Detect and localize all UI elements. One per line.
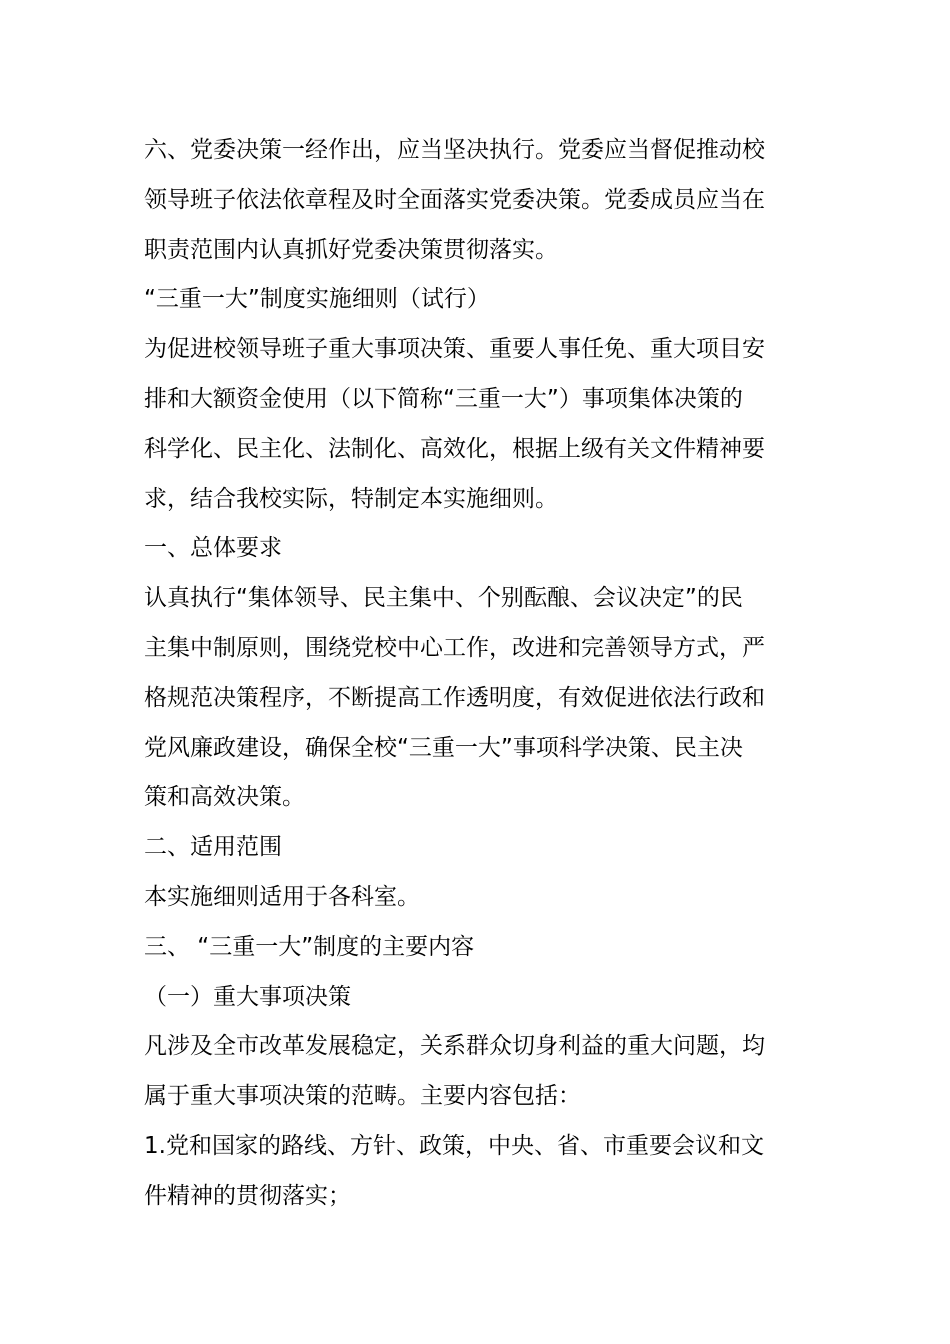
text-line: 本实施细则适用于各科室。 bbox=[144, 883, 420, 910]
section-heading-general bbox=[144, 524, 810, 574]
subsection-heading-major-decisions bbox=[144, 973, 810, 1023]
text-line: 件精神的贯彻落实； bbox=[144, 1182, 351, 1209]
text-line: “三重一大”制度实施细则（试行） bbox=[144, 286, 490, 313]
text-line: 凡涉及全市改革发展稳定，关系群众切身利益的重大问题，均 bbox=[144, 1033, 765, 1060]
paragraph-implementation bbox=[144, 126, 810, 275]
text-line: 一、总体要求 bbox=[144, 535, 282, 562]
text-line: 排和大额资金使用（以下简称“三重一大”）事项集体决策的 bbox=[144, 385, 743, 412]
paragraph-general-requirements bbox=[144, 574, 810, 823]
text-line: 为促进校领导班子重大事项决策、重要人事任免、重大项目安 bbox=[144, 336, 765, 363]
section-heading-content bbox=[144, 923, 810, 973]
text-line: 三、 “三重一大”制度的主要内容 bbox=[144, 933, 475, 960]
text-line: 1.党和国家的路线、方针、政策，中央、省、市重要会议和文 bbox=[144, 1132, 764, 1159]
document-title bbox=[144, 275, 810, 325]
list-item bbox=[144, 1122, 810, 1222]
text-line: 二、适用范围 bbox=[144, 834, 282, 861]
section-heading-scope bbox=[144, 823, 810, 873]
paragraph-preamble bbox=[144, 325, 810, 524]
text-line: 求，结合我校实际，特制定本实施细则。 bbox=[144, 485, 558, 512]
text-line: 认真执行“集体领导、民主集中、个别酝酿、会议决定”的民 bbox=[144, 585, 743, 612]
paragraph-scope bbox=[144, 873, 810, 923]
text-line: 领导班子依法依章程及时全面落实党委决策。党委成员应当在 bbox=[144, 186, 765, 213]
text-line: 职责范围内认真抓好党委决策贯彻落实。 bbox=[144, 236, 558, 263]
text-line: （一）重大事项决策 bbox=[144, 983, 351, 1010]
text-line: 策和高效决策。 bbox=[144, 784, 305, 811]
text-line: 党风廉政建设，确保全校“三重一大”事项科学决策、民主决 bbox=[144, 734, 743, 761]
text-line: 格规范决策程序，不断提高工作透明度，有效促进依法行政和 bbox=[144, 684, 765, 711]
text-line: 科学化、民主化、法制化、高效化，根据上级有关文件精神要 bbox=[144, 435, 765, 462]
text-line: 六、党委决策一经作出，应当坚决执行。党委应当督促推动校 bbox=[144, 137, 765, 163]
paragraph-major-decisions bbox=[144, 1022, 810, 1122]
text-line: 属于重大事项决策的范畴。主要内容包括： bbox=[144, 1083, 581, 1110]
document-page bbox=[144, 126, 810, 1222]
text-line: 主集中制原则，围绕党校中心工作，改进和完善领导方式，严 bbox=[144, 634, 765, 661]
